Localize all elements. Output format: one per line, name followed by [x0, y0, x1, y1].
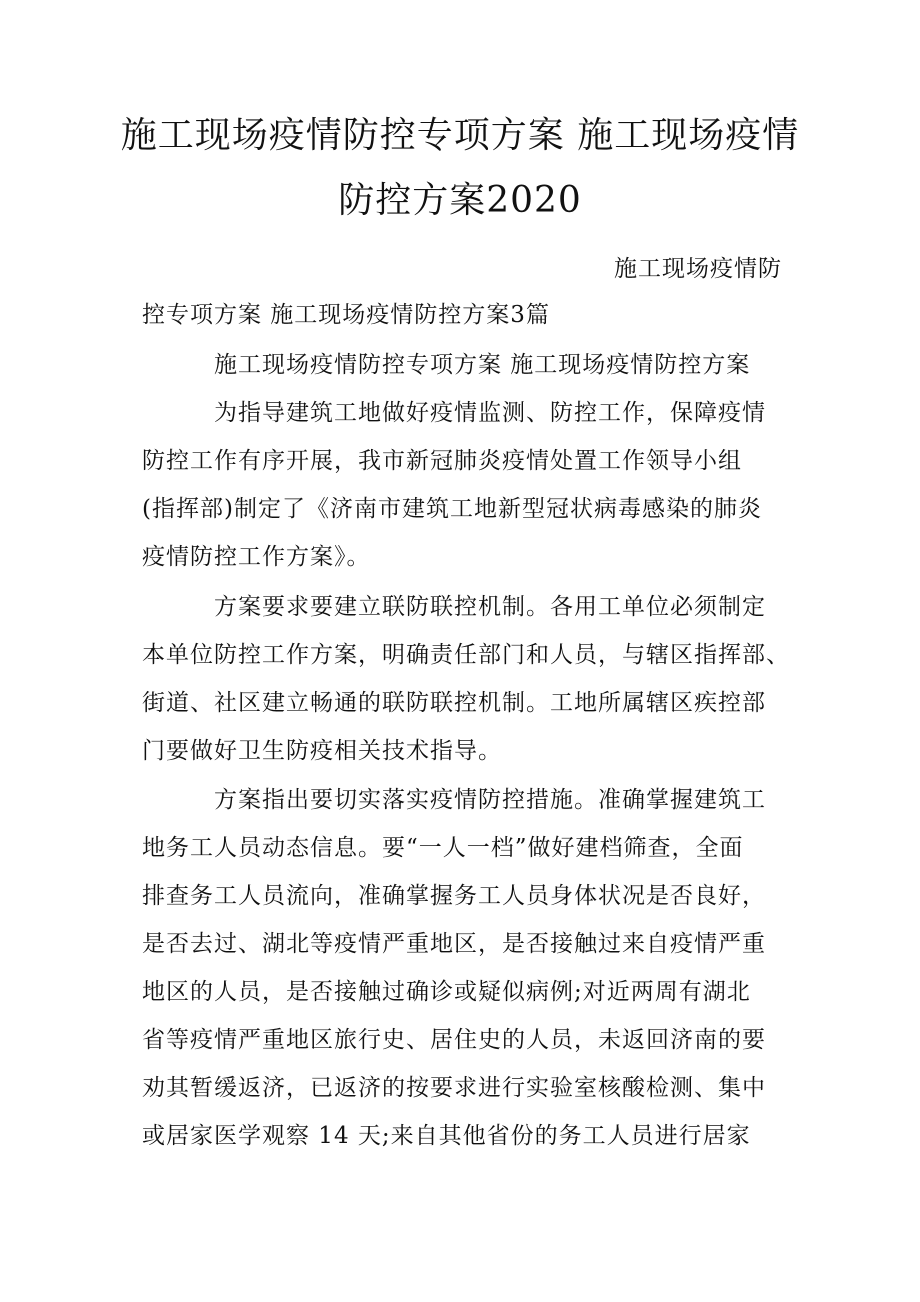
body-line-12: 方案指出要切实落实疫情防控措施。准确掌握建筑工	[214, 787, 766, 813]
body-line-10: 街道、社区建立畅通的联防联控机制。工地所属辖区疾控部	[142, 690, 766, 716]
body-line-5: 防控工作有序开展，我市新冠肺炎疫情处置工作领导小组	[142, 448, 742, 474]
body-line-19: 或居家医学观察 14 天;来自其他省份的务工人员进行居家	[142, 1123, 751, 1149]
body-line-1: 施工现场疫情防	[614, 256, 782, 282]
body-line-3: 施工现场疫情防控专项方案 施工现场疫情防控方案	[214, 352, 751, 378]
body-line-4: 为指导建筑工地做好疫情监测、防控工作，保障疫情	[214, 400, 766, 426]
body-line-2: 控专项方案 施工现场疫情防控方案3篇	[142, 302, 550, 328]
document-title-line-2: 防控方案2020	[338, 180, 582, 221]
body-line-6: (指挥部)制定了《济南市建筑工地新型冠状病毒感染的肺炎	[142, 496, 762, 522]
body-line-13: 地务工人员动态信息。要“一人一档”做好建档筛查，全面	[142, 835, 744, 861]
body-line-17: 省等疫情严重地区旅行史、居住史的人员，未返回济南的要	[142, 1027, 766, 1053]
document-title-line-1: 施工现场疫情防控专项方案 施工现场疫情	[120, 115, 800, 156]
body-line-11: 门要做好卫生防疫相关技术指导。	[142, 738, 502, 764]
body-line-9: 本单位防控工作方案，明确责任部门和人员，与辖区指挥部、	[142, 642, 790, 668]
body-line-7: 疫情防控工作方案》。	[142, 544, 371, 570]
body-line-16: 地区的人员，是否接触过确诊或疑似病例;对近两周有湖北	[142, 979, 751, 1005]
body-line-8: 方案要求要建立联防联控机制。各用工单位必须制定	[214, 594, 766, 620]
body-line-18: 劝其暂缓返济，已返济的按要求进行实验室核酸检测、集中	[142, 1075, 766, 1101]
body-line-15: 是否去过、湖北等疫情严重地区，是否接触过来自疫情严重	[142, 931, 766, 957]
body-line-14: 排查务工人员流向，准确掌握务工人员身体状况是否良好，	[142, 883, 766, 909]
